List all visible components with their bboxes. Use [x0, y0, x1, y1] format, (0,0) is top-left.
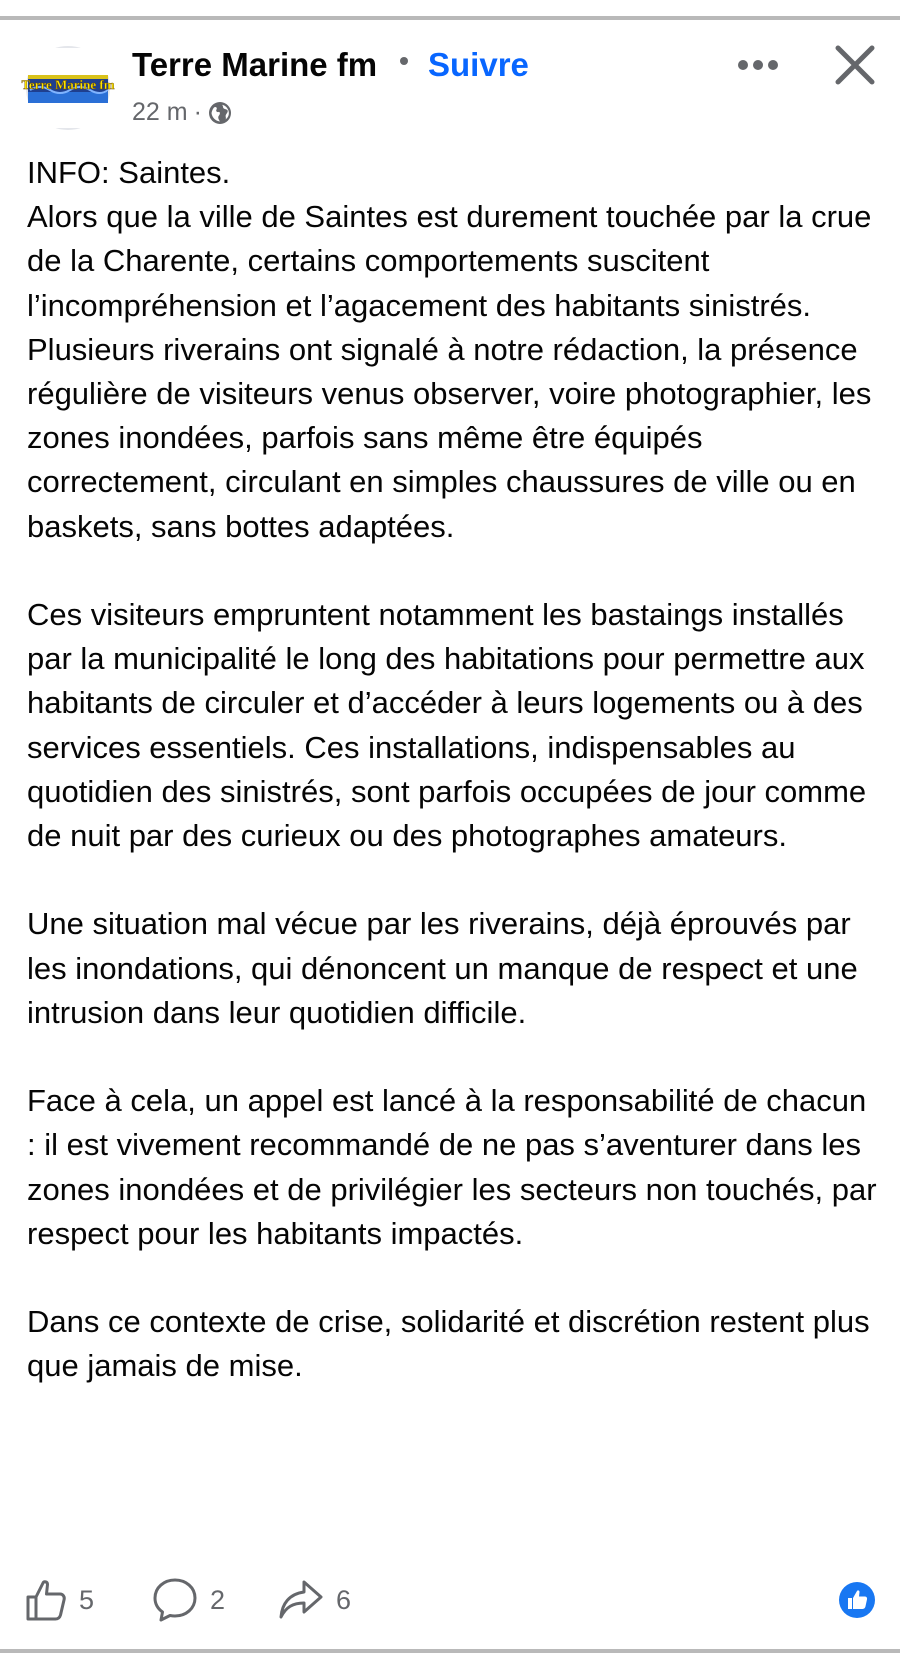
- like-count: 5: [79, 1584, 95, 1615]
- comment-icon: [152, 1577, 198, 1623]
- close-button[interactable]: [830, 40, 880, 90]
- post-meta: [132, 98, 232, 127]
- more-icon: [735, 50, 785, 80]
- share-button[interactable]: [278, 1575, 351, 1625]
- post-paragraph: Dans ce contexte de crise, solidarité et discrétion restent plus que jamais de mise.: [27, 1304, 870, 1384]
- share-icon: [278, 1578, 324, 1622]
- page-avatar[interactable]: [21, 46, 115, 130]
- logo-wordmark: Terre Marine fm: [21, 77, 115, 92]
- top-divider: [0, 16, 900, 20]
- like-reaction-icon: [838, 1581, 876, 1619]
- follow-button[interactable]: Suivre: [428, 46, 529, 83]
- post-line: INFO: Saintes.: [27, 155, 231, 190]
- globe-icon: [208, 101, 232, 125]
- bottom-divider: [0, 1649, 900, 1653]
- share-count: 6: [336, 1584, 352, 1615]
- action-bar: [0, 1575, 900, 1631]
- thumbs-up-icon: [25, 1578, 67, 1622]
- more-options-button[interactable]: [735, 50, 785, 80]
- close-icon: [830, 40, 880, 90]
- post-paragraph: Une situation mal vécue par les riverains, déjà éprouvés par les inondations, qui dénoncent un manque de respect et une intrusion dans leur quotidien difficile.: [27, 906, 858, 1030]
- like-reaction-badge[interactable]: [838, 1581, 876, 1619]
- comment-count: 2: [210, 1584, 226, 1615]
- post-body: [27, 151, 877, 1389]
- separator-dot: [400, 57, 408, 65]
- meta-dot: ·: [193, 98, 202, 126]
- page-name[interactable]: Terre Marine fm: [132, 46, 378, 83]
- comment-button[interactable]: [152, 1575, 225, 1625]
- post-paragraph: Alors que la ville de Saintes est durement touchée par la crue de la Charente, certains comportements suscitent l’incompréhension et l’agacement des habitants sinistrés. Plusieurs riverains ont signalé à notre rédaction, la présence régulière de visiteurs venus observer, voire photographier, les zones inondées, parfois sans même être équipés correctement, circulant en simples chaussures de ville ou en baskets, sans bottes adaptées.: [27, 199, 872, 544]
- post-header: [0, 40, 900, 140]
- page-logo: [21, 48, 115, 128]
- post-time[interactable]: 22 m: [132, 98, 188, 126]
- post-paragraph: Ces visiteurs empruntent notamment les bastaings installés par la municipalité le long des habitations pour permettre aux habitants de circuler et d’accéder à leurs logements ou à des services essentiels. Ces installations, indispensables au quotidien des sinistrés, sont parfois occupées de jour comme de nuit par des curieux ou des photographes amateurs.: [27, 597, 867, 854]
- like-button[interactable]: [25, 1575, 94, 1625]
- post-paragraph: Face à cela, un appel est lancé à la responsabilité de chacun : il est vivement recommandé de ne pas s’aventurer dans les zones inondées et de privilégier les secteurs non touchés, par respect pour les habitants impactés.: [27, 1083, 877, 1251]
